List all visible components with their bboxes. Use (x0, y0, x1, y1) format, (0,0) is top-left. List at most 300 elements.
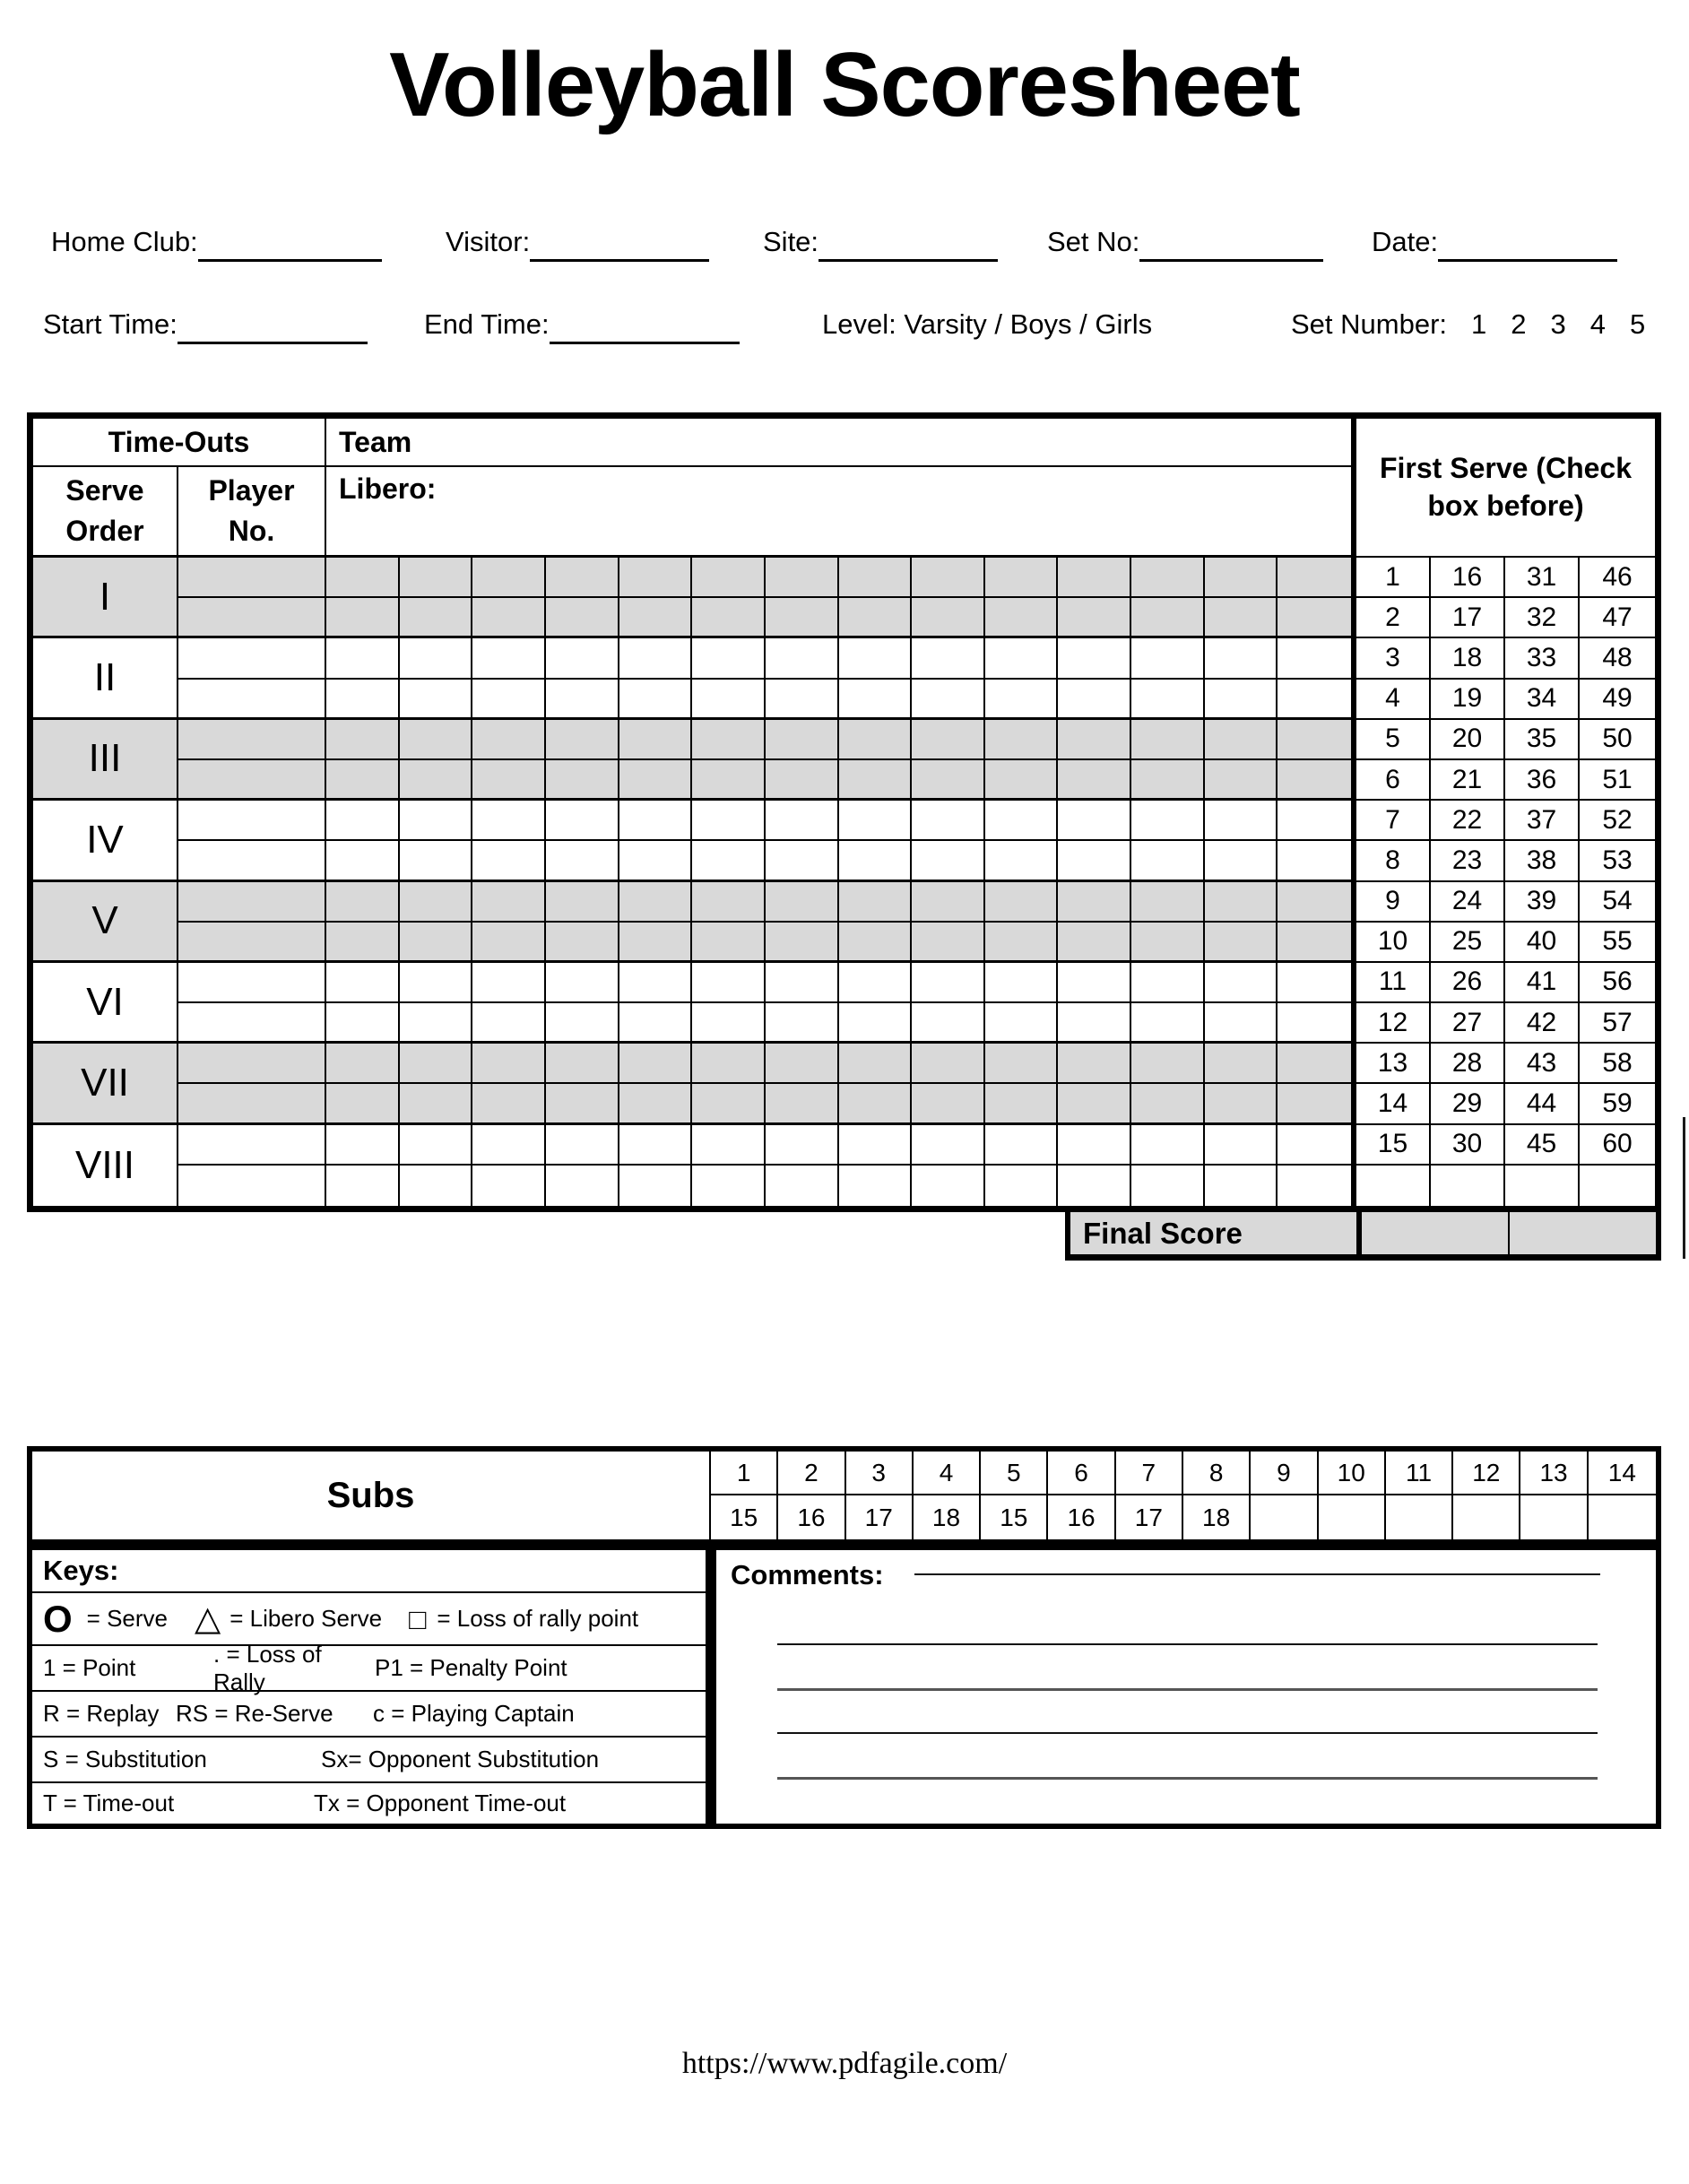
score-grid-cell[interactable] (1278, 680, 1351, 720)
score-grid-cell[interactable] (766, 882, 839, 923)
first-serve-cell[interactable]: 1 (1356, 558, 1431, 598)
score-grid-cell[interactable] (766, 1044, 839, 1084)
subs-cell[interactable]: 13 (1520, 1452, 1588, 1495)
score-grid-cell[interactable] (766, 1003, 839, 1044)
score-grid-cell[interactable] (546, 598, 619, 638)
player-no-cell[interactable] (178, 963, 326, 1003)
first-serve-cell[interactable]: 23 (1431, 841, 1505, 881)
score-grid-cell[interactable] (839, 1166, 913, 1206)
score-grid-cell[interactable] (839, 558, 913, 598)
score-grid-cell[interactable] (912, 923, 985, 963)
score-grid-cell[interactable] (472, 801, 546, 841)
subs-cell[interactable]: 3 (846, 1452, 914, 1495)
home-club-input-line[interactable] (198, 232, 382, 262)
score-grid-cell[interactable] (400, 1084, 473, 1124)
score-grid-cell[interactable] (985, 801, 1059, 841)
first-serve-cell[interactable]: 41 (1505, 963, 1580, 1003)
end-time-input-line[interactable] (550, 315, 740, 344)
level-field[interactable] (822, 308, 1152, 341)
subs-cell[interactable]: 15 (981, 1495, 1048, 1539)
first-serve-cell[interactable]: 6 (1356, 760, 1431, 801)
score-grid-cell[interactable] (1058, 680, 1131, 720)
first-serve-cell[interactable]: 58 (1580, 1044, 1655, 1084)
score-grid-cell[interactable] (692, 1166, 766, 1206)
score-grid-cell[interactable] (1131, 558, 1205, 598)
first-serve-cell[interactable]: 9 (1356, 882, 1431, 923)
score-grid-cell[interactable] (766, 1166, 839, 1206)
score-grid-cell[interactable] (839, 598, 913, 638)
score-grid-cell[interactable] (1058, 1003, 1131, 1044)
score-grid-cell[interactable] (1131, 841, 1205, 881)
set-number-option[interactable]: 1 (1471, 308, 1487, 340)
score-grid-cell[interactable] (692, 1125, 766, 1166)
score-grid-cell[interactable] (985, 720, 1059, 760)
score-grid-cell[interactable] (546, 841, 619, 881)
score-grid-cell[interactable] (1205, 801, 1278, 841)
score-grid-cell[interactable] (692, 801, 766, 841)
first-serve-cell[interactable]: 47 (1580, 598, 1655, 638)
score-grid-cell[interactable] (472, 1166, 546, 1206)
level-options-text[interactable]: Level: Varsity / Boys / Girls (822, 308, 1153, 340)
score-grid-cell[interactable] (766, 598, 839, 638)
score-grid-cell[interactable] (912, 558, 985, 598)
subs-cell[interactable]: 9 (1251, 1452, 1318, 1495)
score-grid-cell[interactable] (1205, 1084, 1278, 1124)
score-grid-cell[interactable] (1205, 1044, 1278, 1084)
score-grid-cell[interactable] (1058, 638, 1131, 679)
score-grid-cell[interactable] (472, 882, 546, 923)
score-grid-cell[interactable] (400, 680, 473, 720)
score-grid-cell[interactable] (1278, 760, 1351, 801)
score-grid-cell[interactable] (546, 882, 619, 923)
score-grid-cell[interactable] (546, 963, 619, 1003)
score-grid-cell[interactable] (1205, 1166, 1278, 1206)
score-grid-cell[interactable] (839, 680, 913, 720)
score-grid-cell[interactable] (1205, 720, 1278, 760)
score-grid-cell[interactable] (326, 1166, 400, 1206)
first-serve-cell[interactable]: 55 (1580, 923, 1655, 963)
first-serve-cell[interactable]: 57 (1580, 1003, 1655, 1044)
score-grid-cell[interactable] (839, 1125, 913, 1166)
score-grid-cell[interactable] (326, 760, 400, 801)
score-grid-cell[interactable] (839, 1044, 913, 1084)
set-number-option[interactable]: 5 (1630, 308, 1646, 340)
score-grid-cell[interactable] (1205, 882, 1278, 923)
first-serve-cell[interactable]: 17 (1431, 598, 1505, 638)
score-grid-cell[interactable] (1278, 1084, 1351, 1124)
comment-line[interactable] (914, 1573, 1600, 1575)
score-grid-cell[interactable] (839, 638, 913, 679)
first-serve-cell[interactable]: 16 (1431, 558, 1505, 598)
first-serve-cell[interactable]: 46 (1580, 558, 1655, 598)
player-no-cell[interactable] (178, 638, 326, 679)
score-grid-cell[interactable] (472, 598, 546, 638)
score-grid-cell[interactable] (1131, 1003, 1205, 1044)
score-grid-cell[interactable] (546, 1084, 619, 1124)
score-grid-cell[interactable] (1058, 841, 1131, 881)
score-grid-cell[interactable] (1131, 1084, 1205, 1124)
score-grid-cell[interactable] (692, 1084, 766, 1124)
score-grid-cell[interactable] (1058, 923, 1131, 963)
score-grid-cell[interactable] (1278, 1003, 1351, 1044)
score-grid-cell[interactable] (839, 841, 913, 881)
first-serve-cell[interactable] (1356, 1166, 1431, 1206)
score-grid-cell[interactable] (1131, 760, 1205, 801)
score-grid-cell[interactable] (766, 680, 839, 720)
score-grid-cell[interactable] (326, 1125, 400, 1166)
score-grid-cell[interactable] (1058, 882, 1131, 923)
score-grid-cell[interactable] (619, 680, 693, 720)
score-grid-cell[interactable] (1131, 1044, 1205, 1084)
player-no-cell[interactable] (178, 1084, 326, 1124)
score-grid-cell[interactable] (985, 558, 1059, 598)
score-grid-cell[interactable] (1058, 1166, 1131, 1206)
score-grid-cell[interactable] (1205, 923, 1278, 963)
score-grid-cell[interactable] (766, 841, 839, 881)
score-grid-cell[interactable] (472, 680, 546, 720)
score-grid-cell[interactable] (912, 1044, 985, 1084)
score-grid-cell[interactable] (546, 680, 619, 720)
score-grid-cell[interactable] (912, 680, 985, 720)
score-grid-cell[interactable] (692, 680, 766, 720)
first-serve-cell[interactable]: 14 (1356, 1084, 1431, 1124)
score-grid-cell[interactable] (912, 1125, 985, 1166)
score-grid-cell[interactable] (1058, 558, 1131, 598)
first-serve-cell[interactable]: 20 (1431, 720, 1505, 760)
first-serve-cell[interactable]: 40 (1505, 923, 1580, 963)
set-number-option[interactable]: 4 (1589, 308, 1607, 340)
subs-cell[interactable]: 14 (1589, 1452, 1656, 1495)
score-grid-cell[interactable] (619, 1166, 693, 1206)
score-grid-cell[interactable] (1131, 720, 1205, 760)
first-serve-cell[interactable]: 10 (1356, 923, 1431, 963)
score-grid-cell[interactable] (839, 1003, 913, 1044)
score-grid-cell[interactable] (326, 841, 400, 881)
first-serve-cell[interactable]: 8 (1356, 841, 1431, 881)
first-serve-cell[interactable] (1580, 1166, 1655, 1206)
score-grid-cell[interactable] (472, 558, 546, 598)
subs-cell[interactable]: 4 (914, 1452, 981, 1495)
first-serve-cell[interactable]: 19 (1431, 680, 1505, 720)
score-grid-cell[interactable] (1058, 801, 1131, 841)
final-score-visitor-cell[interactable] (1510, 1212, 1656, 1254)
subs-cell[interactable]: 1 (711, 1452, 778, 1495)
score-grid-cell[interactable] (546, 801, 619, 841)
score-grid-cell[interactable] (839, 801, 913, 841)
first-serve-cell[interactable]: 33 (1505, 638, 1580, 679)
score-grid-cell[interactable] (1058, 760, 1131, 801)
first-serve-cell[interactable]: 28 (1431, 1044, 1505, 1084)
score-grid-cell[interactable] (400, 720, 473, 760)
score-grid-cell[interactable] (1205, 1125, 1278, 1166)
score-grid-cell[interactable] (619, 963, 693, 1003)
score-grid-cell[interactable] (1131, 598, 1205, 638)
first-serve-cell[interactable]: 4 (1356, 680, 1431, 720)
first-serve-cell[interactable]: 13 (1356, 1044, 1431, 1084)
first-serve-cell[interactable]: 12 (1356, 1003, 1431, 1044)
subs-cell[interactable] (1453, 1495, 1520, 1539)
first-serve-cell[interactable]: 42 (1505, 1003, 1580, 1044)
score-grid-cell[interactable] (912, 720, 985, 760)
first-serve-cell[interactable]: 35 (1505, 720, 1580, 760)
score-grid-cell[interactable] (546, 760, 619, 801)
score-grid-cell[interactable] (1278, 1125, 1351, 1166)
score-grid-cell[interactable] (400, 1166, 473, 1206)
score-grid-cell[interactable] (1058, 598, 1131, 638)
score-grid-cell[interactable] (912, 1003, 985, 1044)
score-grid-cell[interactable] (985, 1084, 1059, 1124)
score-grid-cell[interactable] (472, 963, 546, 1003)
date-input-line[interactable] (1438, 232, 1617, 262)
player-no-cell[interactable] (178, 1166, 326, 1206)
set-number-option[interactable]: 3 (1550, 308, 1566, 340)
score-grid-cell[interactable] (619, 760, 693, 801)
score-grid-cell[interactable] (1278, 598, 1351, 638)
first-serve-cell[interactable]: 50 (1580, 720, 1655, 760)
score-grid-cell[interactable] (1205, 1003, 1278, 1044)
player-no-cell[interactable] (178, 1003, 326, 1044)
score-grid-cell[interactable] (912, 760, 985, 801)
score-grid-cell[interactable] (839, 1084, 913, 1124)
subs-cell[interactable]: 16 (778, 1495, 845, 1539)
score-grid-cell[interactable] (1278, 923, 1351, 963)
score-grid-cell[interactable] (766, 558, 839, 598)
score-grid-cell[interactable] (1205, 963, 1278, 1003)
subs-cell[interactable]: 17 (1116, 1495, 1183, 1539)
first-serve-cell[interactable]: 45 (1505, 1125, 1580, 1166)
score-grid-cell[interactable] (1205, 680, 1278, 720)
first-serve-cell[interactable]: 54 (1580, 882, 1655, 923)
score-grid-cell[interactable] (1131, 882, 1205, 923)
score-grid-cell[interactable] (326, 598, 400, 638)
score-grid-cell[interactable] (326, 882, 400, 923)
score-grid-cell[interactable] (326, 923, 400, 963)
score-grid-cell[interactable] (985, 680, 1059, 720)
score-grid-cell[interactable] (472, 760, 546, 801)
score-grid-cell[interactable] (326, 680, 400, 720)
score-grid-cell[interactable] (400, 841, 473, 881)
score-grid-cell[interactable] (1131, 1166, 1205, 1206)
score-grid-cell[interactable] (472, 923, 546, 963)
score-grid-cell[interactable] (400, 923, 473, 963)
first-serve-cell[interactable]: 2 (1356, 598, 1431, 638)
subs-cell[interactable] (1520, 1495, 1588, 1539)
score-grid-cell[interactable] (546, 720, 619, 760)
score-grid-cell[interactable] (1278, 558, 1351, 598)
score-grid-cell[interactable] (766, 963, 839, 1003)
score-grid-cell[interactable] (766, 923, 839, 963)
first-serve-cell[interactable]: 3 (1356, 638, 1431, 679)
score-grid-cell[interactable] (326, 1003, 400, 1044)
score-grid-cell[interactable] (326, 720, 400, 760)
score-grid-cell[interactable] (619, 1003, 693, 1044)
score-grid-cell[interactable] (400, 1003, 473, 1044)
score-grid-cell[interactable] (839, 720, 913, 760)
comment-line[interactable] (777, 1777, 1598, 1780)
score-grid-cell[interactable] (1278, 963, 1351, 1003)
score-grid-cell[interactable] (985, 841, 1059, 881)
score-grid-cell[interactable] (1278, 882, 1351, 923)
player-no-cell[interactable] (178, 760, 326, 801)
score-grid-cell[interactable] (692, 841, 766, 881)
score-grid-cell[interactable] (472, 1044, 546, 1084)
first-serve-cell[interactable]: 51 (1580, 760, 1655, 801)
score-grid-cell[interactable] (1058, 963, 1131, 1003)
score-grid-cell[interactable] (472, 720, 546, 760)
score-grid-cell[interactable] (1278, 1166, 1351, 1206)
first-serve-cell[interactable]: 15 (1356, 1125, 1431, 1166)
first-serve-cell[interactable]: 21 (1431, 760, 1505, 801)
site-input-line[interactable] (819, 232, 998, 262)
score-grid-cell[interactable] (619, 638, 693, 679)
first-serve-cell[interactable] (1505, 1166, 1580, 1206)
score-grid-cell[interactable] (546, 1003, 619, 1044)
score-grid-cell[interactable] (400, 558, 473, 598)
score-grid-cell[interactable] (472, 841, 546, 881)
score-grid-cell[interactable] (1058, 1084, 1131, 1124)
first-serve-cell[interactable]: 7 (1356, 801, 1431, 841)
score-grid-cell[interactable] (619, 598, 693, 638)
subs-cell[interactable]: 18 (1183, 1495, 1251, 1539)
first-serve-cell[interactable]: 37 (1505, 801, 1580, 841)
score-grid-cell[interactable] (1278, 720, 1351, 760)
score-grid-cell[interactable] (546, 558, 619, 598)
score-grid-cell[interactable] (1278, 1044, 1351, 1084)
score-grid-cell[interactable] (912, 841, 985, 881)
score-grid-cell[interactable] (619, 558, 693, 598)
score-grid-cell[interactable] (912, 882, 985, 923)
first-serve-cell[interactable]: 32 (1505, 598, 1580, 638)
score-grid-cell[interactable] (766, 801, 839, 841)
subs-cell[interactable] (1319, 1495, 1386, 1539)
subs-cell[interactable]: 6 (1048, 1452, 1115, 1495)
score-grid-cell[interactable] (839, 923, 913, 963)
score-grid-cell[interactable] (692, 638, 766, 679)
score-grid-cell[interactable] (400, 882, 473, 923)
score-grid-cell[interactable] (619, 882, 693, 923)
score-grid-cell[interactable] (619, 1044, 693, 1084)
first-serve-cell[interactable]: 31 (1505, 558, 1580, 598)
score-grid-cell[interactable] (619, 923, 693, 963)
score-grid-cell[interactable] (400, 1125, 473, 1166)
score-grid-cell[interactable] (985, 598, 1059, 638)
score-grid-cell[interactable] (1131, 963, 1205, 1003)
first-serve-cell[interactable] (1431, 1166, 1505, 1206)
subs-cell[interactable] (1386, 1495, 1453, 1539)
player-no-cell[interactable] (178, 598, 326, 638)
score-grid-cell[interactable] (692, 720, 766, 760)
score-grid-cell[interactable] (692, 963, 766, 1003)
score-grid-cell[interactable] (692, 1003, 766, 1044)
score-grid-cell[interactable] (985, 963, 1059, 1003)
score-grid-cell[interactable] (766, 1084, 839, 1124)
first-serve-cell[interactable]: 27 (1431, 1003, 1505, 1044)
first-serve-cell[interactable]: 48 (1580, 638, 1655, 679)
score-grid-cell[interactable] (326, 638, 400, 679)
score-grid-cell[interactable] (692, 882, 766, 923)
score-grid-cell[interactable] (400, 801, 473, 841)
comment-line[interactable] (777, 1732, 1598, 1734)
score-grid-cell[interactable] (692, 558, 766, 598)
player-no-cell[interactable] (178, 558, 326, 598)
score-grid-cell[interactable] (619, 1084, 693, 1124)
score-grid-cell[interactable] (619, 801, 693, 841)
score-grid-cell[interactable] (766, 638, 839, 679)
subs-cell[interactable]: 7 (1116, 1452, 1183, 1495)
score-grid-cell[interactable] (1131, 638, 1205, 679)
score-grid-cell[interactable] (472, 1003, 546, 1044)
score-grid-cell[interactable] (766, 760, 839, 801)
score-grid-cell[interactable] (619, 841, 693, 881)
player-no-cell[interactable] (178, 1125, 326, 1166)
subs-cell[interactable]: 2 (778, 1452, 845, 1495)
subs-cell[interactable]: 8 (1183, 1452, 1251, 1495)
score-grid-cell[interactable] (472, 1084, 546, 1124)
subs-cell[interactable]: 12 (1453, 1452, 1520, 1495)
score-grid-cell[interactable] (985, 882, 1059, 923)
score-grid-cell[interactable] (546, 1044, 619, 1084)
footer-url[interactable]: https://www.pdfagile.com/ (681, 2047, 1008, 2080)
score-grid-cell[interactable] (1278, 841, 1351, 881)
score-grid-cell[interactable] (912, 1084, 985, 1124)
subs-cell[interactable]: 10 (1319, 1452, 1386, 1495)
score-grid-cell[interactable] (472, 1125, 546, 1166)
score-grid-cell[interactable] (1205, 558, 1278, 598)
start-time-input-line[interactable] (178, 315, 368, 344)
first-serve-cell[interactable]: 18 (1431, 638, 1505, 679)
set-no-input-line[interactable] (1139, 232, 1323, 262)
player-no-cell[interactable] (178, 801, 326, 841)
first-serve-cell[interactable]: 29 (1431, 1084, 1505, 1124)
score-grid-cell[interactable] (1131, 923, 1205, 963)
score-grid-cell[interactable] (546, 1166, 619, 1206)
first-serve-cell[interactable]: 49 (1580, 680, 1655, 720)
libero-label[interactable]: Libero: (326, 467, 1351, 558)
subs-cell[interactable] (1589, 1495, 1656, 1539)
first-serve-cell[interactable]: 26 (1431, 963, 1505, 1003)
first-serve-cell[interactable]: 44 (1505, 1084, 1580, 1124)
score-grid-cell[interactable] (1058, 1044, 1131, 1084)
score-grid-cell[interactable] (400, 963, 473, 1003)
score-grid-cell[interactable] (839, 963, 913, 1003)
first-serve-cell[interactable]: 22 (1431, 801, 1505, 841)
score-grid-cell[interactable] (692, 923, 766, 963)
score-grid-cell[interactable] (1278, 638, 1351, 679)
score-grid-cell[interactable] (985, 923, 1059, 963)
score-grid-cell[interactable] (839, 882, 913, 923)
score-grid-cell[interactable] (546, 923, 619, 963)
score-grid-cell[interactable] (546, 1125, 619, 1166)
first-serve-cell[interactable]: 53 (1580, 841, 1655, 881)
score-grid-cell[interactable] (619, 720, 693, 760)
score-grid-cell[interactable] (912, 801, 985, 841)
score-grid-cell[interactable] (912, 963, 985, 1003)
score-grid-cell[interactable] (400, 1044, 473, 1084)
score-grid-cell[interactable] (326, 801, 400, 841)
score-grid-cell[interactable] (1205, 760, 1278, 801)
subs-cell[interactable]: 18 (914, 1495, 981, 1539)
score-grid-cell[interactable] (1131, 1125, 1205, 1166)
first-serve-cell[interactable]: 56 (1580, 963, 1655, 1003)
score-grid-cell[interactable] (985, 638, 1059, 679)
player-no-cell[interactable] (178, 680, 326, 720)
score-grid-cell[interactable] (912, 638, 985, 679)
score-grid-cell[interactable] (326, 558, 400, 598)
first-serve-cell[interactable]: 24 (1431, 882, 1505, 923)
first-serve-cell[interactable]: 59 (1580, 1084, 1655, 1124)
score-grid-cell[interactable] (1131, 680, 1205, 720)
subs-cell[interactable] (1251, 1495, 1318, 1539)
